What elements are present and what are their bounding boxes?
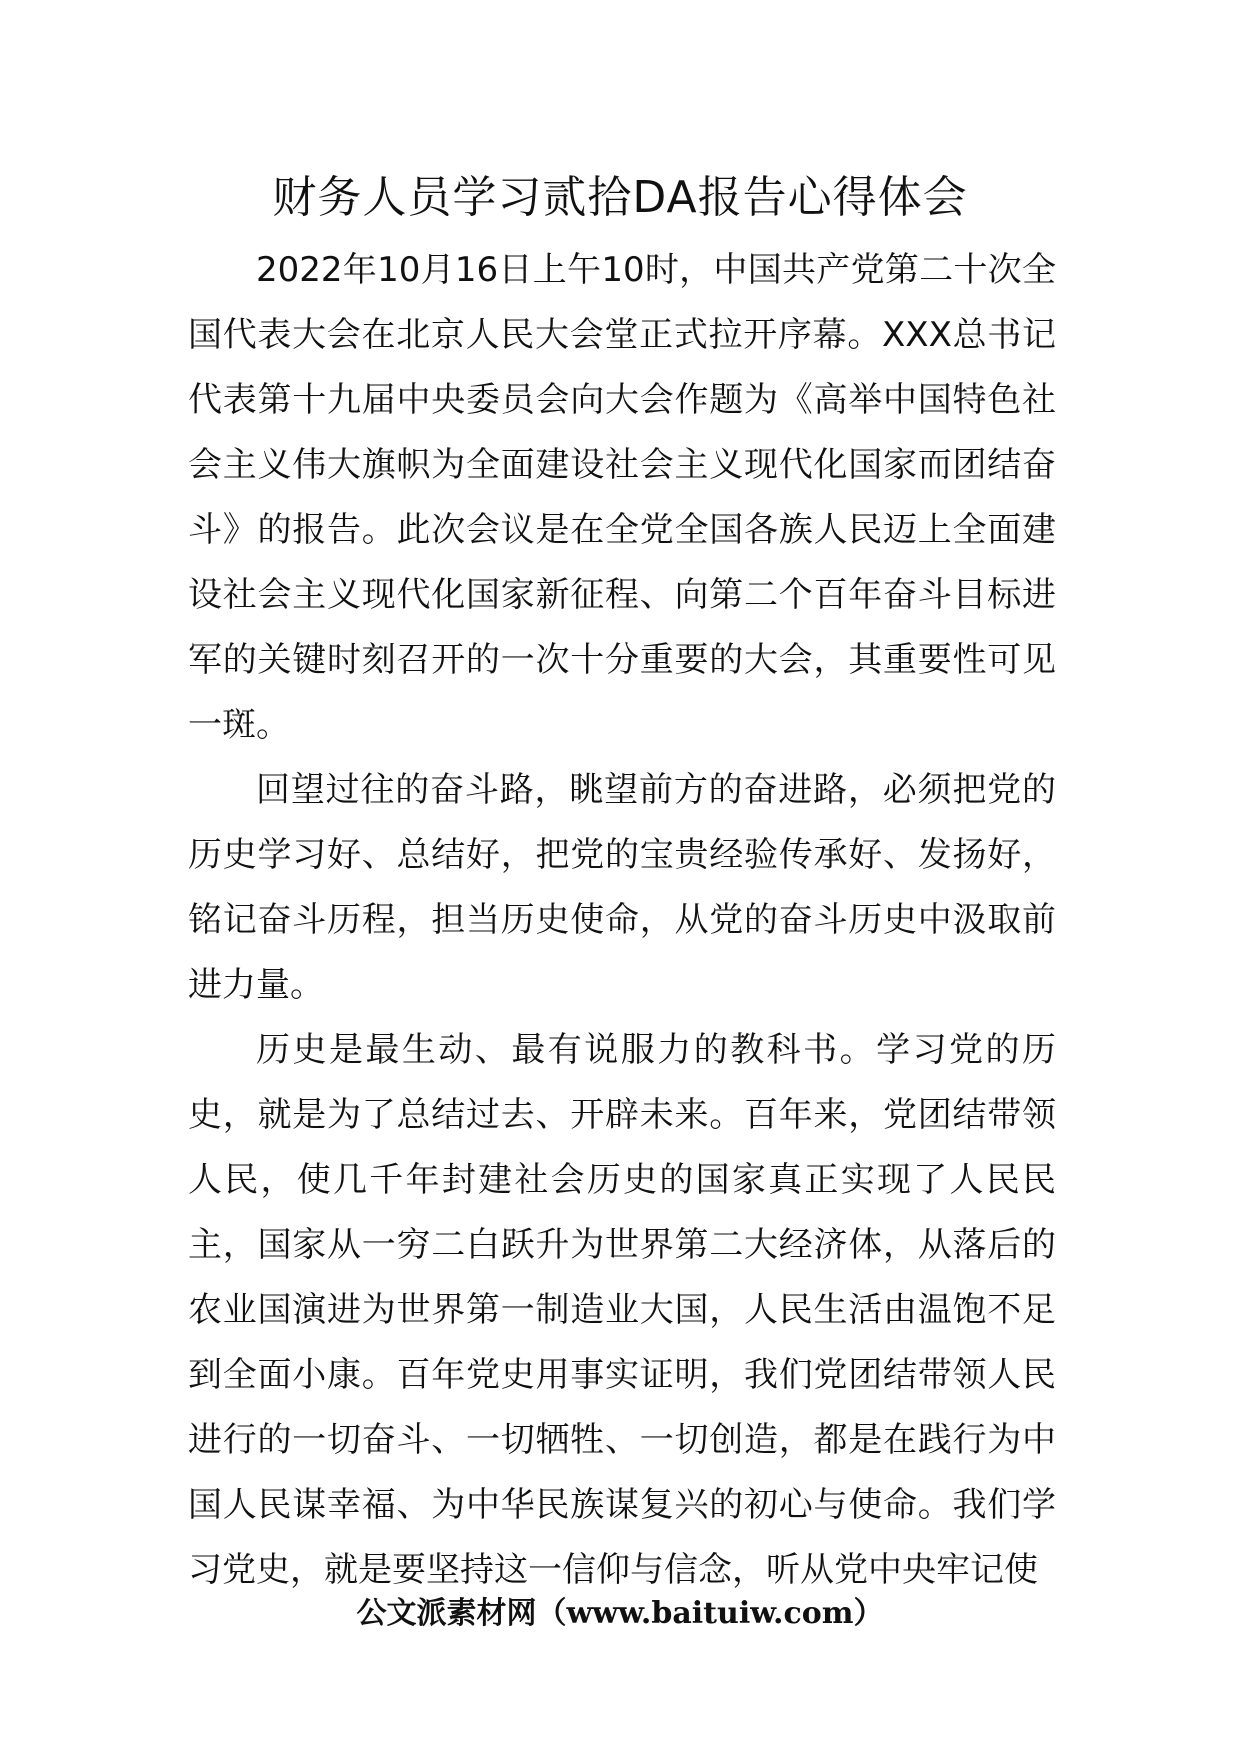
paragraph-1: 2022年10月16日上午10时，中国共产党第二十次全国代表大会在北京人民大会堂正式拉开序幕。XXX总书记代表第十九届中央委员会向大会作题为《高举中国特色社会主义伟大旗帜为全面建设社会主义现代化国家而团结奋斗》的报告。此次会议是在全党全国各族人民迈上全面建设社会主义现代化国家新征程、向第二个百年奋斗目标进军的关键时刻召开的一次十分重要的大会，其重要性可见一斑。 xyxy=(188,250,1056,745)
document-body xyxy=(188,238,1056,1603)
paragraph-2: 回望过往的奋斗路，眺望前方的奋进路，必须把党的历史学习好、总结好，把党的宝贵经验传承好、发扬好，铭记奋斗历程，担当历史使命，从党的奋斗历史中汲取前进力量。 xyxy=(188,770,1056,1005)
paragraph-3: 历史是最生动、最有说服力的教科书。学习党的历史，就是为了总结过去、开辟未来。百年来，党团结带领人民，使几千年封建社会历史的国家真正实现了人民民主，国家从一穷二白跃升为世界第二大经济体，从落后的农业国演进为世界第一制造业大国，人民生活由温饱不足到全面小康。百年党史用事实证明，我们党团结带领人民进行的一切奋斗、一切牺牲、一切创造，都是在践行为中国人民谋幸福、为中华民族谋复兴的初心与使命。我们学习党史，就是要坚持这一信仰与信念，听从党中央牢记使 xyxy=(188,1030,1056,1590)
document-title: 财务人员学习贰拾DA报告心得体会 xyxy=(272,172,968,223)
footer-watermark: 公文派素材网（www.baituiw.com） xyxy=(356,1596,884,1631)
